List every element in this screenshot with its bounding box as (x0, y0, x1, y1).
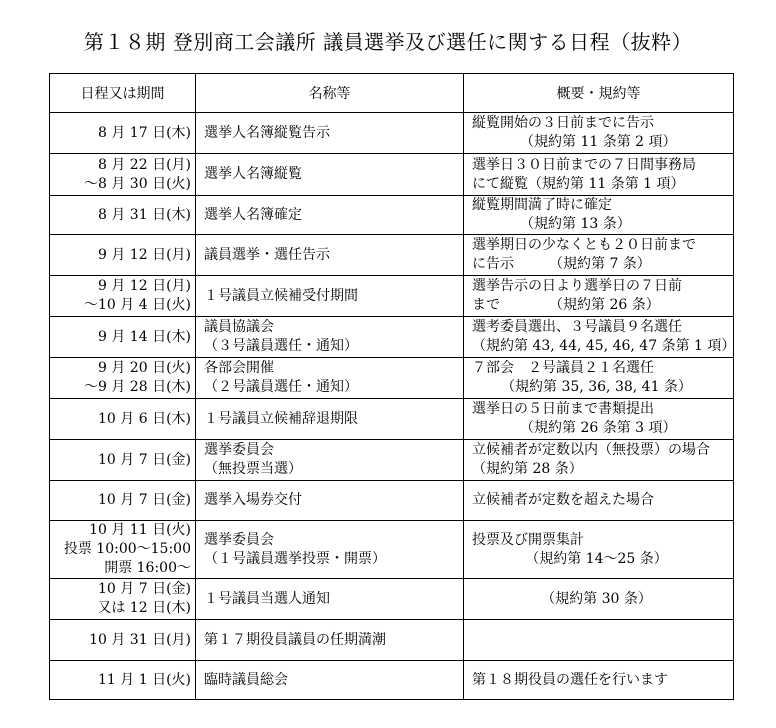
schedule-summary-line: 立候補者が定数以内（無投票）の場合 (472, 442, 710, 458)
schedule-summary (464, 481, 734, 521)
schedule-summary (464, 521, 734, 579)
table-row (50, 481, 734, 521)
schedule-summary (464, 440, 734, 481)
schedule-date-line: 9 月 20 日(火) (98, 360, 191, 376)
schedule-date-line: 開票 16:00〜 (104, 560, 191, 576)
header-summary: 概要・規約等 (464, 74, 734, 113)
schedule-date-line: 10 月 7 日(金) (98, 451, 191, 468)
table-row (50, 579, 734, 620)
schedule-summary-line: （規約第 11 条第 2 項） (520, 134, 677, 150)
table-row (50, 113, 734, 154)
table-row (50, 154, 734, 196)
schedule-date (50, 579, 196, 620)
schedule-date-line: 10 月 7 日(金) (98, 581, 191, 597)
schedule-summary (464, 661, 734, 700)
table-row (50, 661, 734, 700)
schedule-summary (464, 620, 734, 661)
schedule-summary-line: 縦覧開始の３日前までに告示 (472, 115, 654, 131)
schedule-summary-line: 選挙日３０日前までの７日間事務局 (472, 156, 696, 173)
schedule-date-line: 又は 12 日(木) (97, 600, 191, 616)
schedule-name-line: 各部会開催 (204, 360, 274, 376)
schedule-table (49, 73, 734, 700)
schedule-name (196, 440, 464, 481)
schedule-summary-line: 投票及び開票集計 (472, 531, 584, 548)
schedule-summary-line: （規約第 28 条） (472, 461, 583, 477)
schedule-name-line: １号議員立候補受付期間 (204, 287, 358, 304)
schedule-name-line: （１号議員選挙投票・開票） (204, 550, 386, 567)
schedule-date (50, 399, 196, 440)
schedule-name (196, 521, 464, 579)
schedule-summary-line: （規約第 14〜25 条） (525, 550, 668, 567)
table-row (50, 317, 734, 358)
schedule-summary-line: （規約第 43, 44, 45, 46, 47 条第 1 項） (472, 338, 736, 354)
schedule-summary-line: まで （規約第 26 条） (472, 297, 660, 313)
schedule-name (196, 358, 464, 399)
schedule-name-line: 第１７期役員議員の任期満潮 (204, 631, 386, 648)
schedule-summary-line: 立候補者が定数を超えた場合 (472, 492, 654, 508)
schedule-summary-line: 縦覧期間満了時に確定 (472, 197, 612, 213)
schedule-date-line: 10 月 31 日(月) (89, 631, 191, 648)
header-name: 名称等 (196, 74, 464, 113)
schedule-name (196, 154, 464, 196)
schedule-date (50, 235, 196, 276)
schedule-name (196, 481, 464, 521)
schedule-name-line: 選挙委員会 (204, 531, 274, 548)
schedule-summary (464, 154, 734, 196)
schedule-name (196, 317, 464, 358)
schedule-date (50, 358, 196, 399)
schedule-summary (464, 399, 734, 440)
schedule-name-line: 臨時議員総会 (204, 671, 288, 688)
schedule-summary-line: （規約第 30 条） (541, 590, 652, 607)
table-header-row (50, 74, 734, 113)
schedule-name-line: （無投票当選） (204, 461, 302, 477)
schedule-summary-line: 選挙期日の少なくとも２０日前まで (472, 237, 696, 253)
schedule-date (50, 661, 196, 700)
schedule-name (196, 113, 464, 154)
schedule-name-line: １号議員立候補辞退期限 (204, 410, 358, 427)
schedule-date-line: 9 月 12 日(月) (98, 278, 191, 294)
schedule-date (50, 113, 196, 154)
schedule-date-line: 〜9 月 28 日(木) (84, 379, 191, 395)
schedule-date-line: 〜8 月 30 日(火) (84, 175, 191, 192)
schedule-date-line: 9 月 12 日(月) (98, 246, 191, 263)
schedule-name (196, 196, 464, 235)
schedule-name (196, 399, 464, 440)
schedule-date (50, 481, 196, 521)
schedule-summary-line: 選考委員選出、３号議員９名選任 (472, 319, 682, 335)
schedule-summary (464, 113, 734, 154)
schedule-name (196, 235, 464, 276)
schedule-date-line: 10 月 7 日(金) (98, 492, 191, 508)
schedule-name (196, 620, 464, 661)
table-row (50, 358, 734, 399)
schedule-name-line: 選挙人名簿縦覧 (204, 166, 302, 182)
schedule-name-line: 選挙入場券交付 (204, 492, 302, 508)
schedule-summary-line: 第１８期役員の選任を行います (472, 671, 668, 688)
schedule-name-line: （２号議員選任・通知） (204, 379, 358, 395)
schedule-date-line: 10 月 11 日(火) (89, 522, 191, 538)
schedule-summary (464, 579, 734, 620)
schedule-summary-line: （規約第 13 条） (520, 216, 631, 232)
schedule-summary (464, 196, 734, 235)
schedule-name-line: 議員協議会 (204, 319, 274, 335)
schedule-name-line: 選挙人名簿確定 (204, 206, 302, 223)
schedule-date-line: 11 月 1 日(火) (98, 671, 191, 688)
table-row (50, 276, 734, 317)
table-row (50, 399, 734, 440)
schedule-name (196, 579, 464, 620)
table-row (50, 440, 734, 481)
schedule-name (196, 661, 464, 700)
schedule-summary-line: 選挙日の５日前まで書類提出 (472, 401, 654, 417)
page-title: 第１８期 登別商工会議所 議員選挙及び選任に関する日程（抜粋） (83, 30, 693, 54)
schedule-date (50, 521, 196, 579)
schedule-date-line: 投票 10:00〜15:00 (63, 541, 191, 557)
schedule-summary-line: に告示 （規約第 7 条） (472, 256, 651, 272)
schedule-summary (464, 276, 734, 317)
schedule-date (50, 620, 196, 661)
schedule-name-line: 選挙人名簿縦覧告示 (204, 124, 330, 141)
schedule-summary-line: （規約第 35, 36, 38, 41 条） (501, 379, 692, 395)
header-date: 日程又は期間 (50, 74, 196, 113)
table-row (50, 620, 734, 661)
schedule-summary (464, 317, 734, 358)
schedule-summary (464, 358, 734, 399)
schedule-date-line: 8 月 31 日(木) (98, 206, 191, 223)
schedule-summary-line: ７部会 ２号議員２１名選任 (472, 360, 654, 376)
schedule-date-line: 9 月 14 日(木) (98, 328, 191, 345)
schedule-name-line: 議員選挙・選任告示 (204, 246, 330, 263)
table-row (50, 196, 734, 235)
schedule-summary-line: 選挙告示の日より選挙日の７日前 (472, 278, 682, 294)
schedule-name (196, 276, 464, 317)
schedule-date (50, 154, 196, 196)
schedule-name-line: １号議員当選人通知 (204, 590, 330, 607)
schedule-summary-line: にて縦覧（規約第 11 条第 1 項） (472, 175, 685, 192)
schedule-date (50, 276, 196, 317)
schedule-date (50, 440, 196, 481)
schedule-date-line: 8 月 22 日(月) (98, 156, 191, 173)
schedule-summary (464, 235, 734, 276)
schedule-summary-line: （規約第 26 条第 3 項） (520, 420, 677, 436)
schedule-date (50, 196, 196, 235)
schedule-date-line: 8 月 17 日(木) (98, 124, 191, 141)
schedule-name-line: 選挙委員会 (204, 442, 274, 458)
schedule-date-line: 〜10 月 4 日(火) (84, 297, 191, 313)
schedule-date (50, 317, 196, 358)
table-row (50, 235, 734, 276)
table-row (50, 521, 734, 579)
schedule-date-line: 10 月 6 日(木) (98, 410, 191, 427)
schedule-name-line: （３号議員選任・通知） (204, 338, 358, 354)
